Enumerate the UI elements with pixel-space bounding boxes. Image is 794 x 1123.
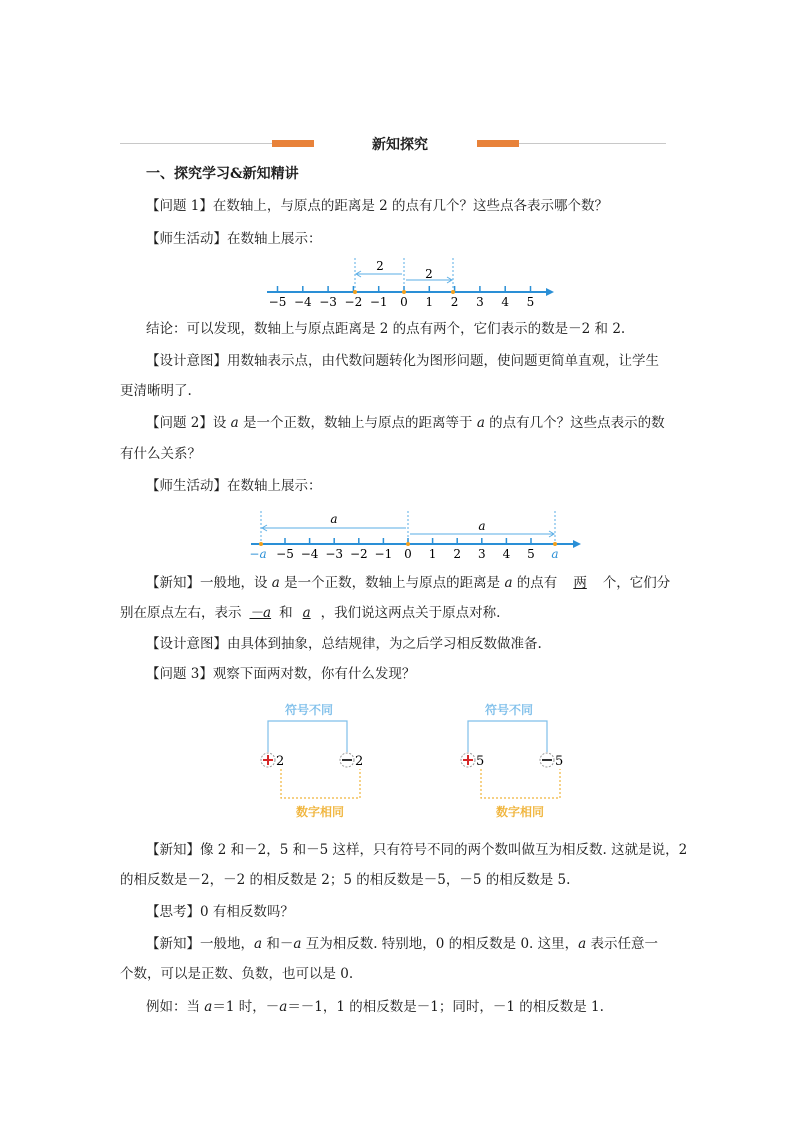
- distance-a-right-label: a: [478, 519, 486, 533]
- new-knowledge-2-cont: 的相反数是－2，－2 的相反数是 2；5 的相反数是－5，－5 的相反数是 5.: [120, 872, 571, 888]
- new-knowledge-1-cont: 别在原点左右，表示 －a 和 a ，我们说这两点关于原点对称.: [120, 605, 501, 621]
- axis-tick-label: −2: [349, 547, 368, 560]
- conclusion-1: 结论：可以发现，数轴上与原点距离是 2 的点有两个，它们表示的数是－2 和 2.: [146, 321, 626, 337]
- axis-tick-label: −2: [344, 295, 363, 309]
- new-knowledge-2: 【新知】像 2 和－2，5 和－5 这样，只有符号不同的两个数叫做互为相反数. 这就是说，2: [146, 842, 688, 858]
- new-knowledge-1: 【新知】一般地，设 a 是一个正数，数轴上与原点的距离是 a 的点有 两 个，它们分: [146, 575, 671, 591]
- point-0: [406, 542, 410, 546]
- axis-tick-label: −1: [374, 547, 393, 560]
- axis-tick-label: −3: [319, 295, 337, 309]
- axis-tick-label: 1: [425, 295, 434, 309]
- value-neg: 5: [555, 754, 564, 769]
- sign-different-label: 符号不同: [484, 703, 534, 717]
- axis-tick-label: −1: [369, 295, 388, 309]
- new-knowledge-3: 【新知】一般地，a 和－a 互为相反数. 特别地，0 的相反数是 0. 这里，a 表示任意一: [146, 936, 658, 952]
- blank-neg-a: －a: [249, 605, 272, 621]
- value-pos: 2: [276, 754, 285, 769]
- axis-tick-label: 0: [400, 295, 408, 309]
- axis-tick-label: 5: [526, 295, 535, 309]
- axis-tick-label: −5: [276, 547, 294, 560]
- axis-tick-label: 2: [453, 547, 462, 560]
- distance-right-label: 2: [425, 267, 433, 281]
- axis-tick-label: 1: [428, 547, 437, 560]
- blank-a: a: [302, 605, 311, 621]
- sign-diagram-left: [254, 700, 374, 825]
- header-rule-left: [120, 143, 272, 144]
- header-accent-right: [477, 140, 519, 147]
- digit-same-label: 数字相同: [495, 805, 545, 819]
- sign-diagram-right: [454, 700, 574, 825]
- point-neg-a: [259, 542, 263, 546]
- axis-arrow: [546, 288, 554, 296]
- example: 例如：当 a＝1 时，－a＝－1，1 的相反数是－1；同时，－1 的相反数是 1.: [146, 999, 604, 1015]
- axis-arrow: [573, 540, 581, 548]
- header-rule-right: [519, 143, 666, 144]
- blank-count: 两: [573, 575, 587, 591]
- axis-tick-label: 2: [450, 295, 459, 309]
- axis-tick-label: 4: [502, 547, 511, 560]
- design-intent-1: 【设计意图】用数轴表示点，由代数问题转化为图形问题，使问题更简单直观，让学生: [146, 353, 659, 369]
- point-2: [451, 290, 455, 294]
- sign-different-label: 符号不同: [284, 703, 334, 717]
- section-heading: 一、探究学习&新知精讲: [146, 166, 299, 182]
- point-neg-2: [353, 290, 357, 294]
- question-2-cont: 有什么关系？: [120, 446, 201, 462]
- question-3: 【问题 3】观察下面两对数，你有什么发现？: [146, 666, 416, 682]
- digit-same-label: 数字相同: [295, 805, 345, 819]
- axis-tick-label: −3: [325, 547, 344, 560]
- activity-1: 【师生活动】在数轴上展示：: [146, 231, 322, 247]
- number-line-1: [262, 255, 562, 315]
- page-title: 新知探究: [372, 137, 428, 153]
- design-intent-2: 【设计意图】由具体到抽象，总结规律，为之后学习相反数做准备.: [146, 636, 542, 652]
- axis-tick-label: 0: [404, 547, 412, 560]
- think-question: 【思考】0 有相反数吗？: [146, 904, 294, 920]
- activity-2: 【师生活动】在数轴上展示：: [146, 478, 322, 494]
- question-2: 【问题 2】设 a 是一个正数，数轴上与原点的距离等于 a 的点有几个？这些点表示的数: [146, 415, 665, 431]
- value-neg: 2: [355, 754, 364, 769]
- axis-tick-label: 3: [476, 295, 484, 309]
- new-knowledge-3-cont: 个数，可以是正数、负数，也可以是 0.: [120, 966, 354, 982]
- number-line-2: [246, 508, 586, 560]
- point-a: [553, 542, 557, 546]
- distance-a-left-label: a: [330, 512, 338, 526]
- distance-left-label: 2: [376, 259, 384, 273]
- axis-tick-label: −4: [293, 295, 312, 309]
- axis-tick-label: 5: [527, 547, 535, 560]
- question-1: 【问题 1】在数轴上，与原点的距离是 2 的点有几个？这些点各表示哪个数？: [146, 198, 609, 214]
- axis-tick-label: −4: [300, 547, 319, 560]
- point-0: [402, 290, 406, 294]
- axis-tick-label: −5: [268, 295, 287, 309]
- axis-tick-label: 4: [501, 295, 510, 309]
- label-neg-a: −a: [249, 547, 267, 560]
- design-intent-1-cont: 更清晰明了.: [120, 383, 192, 399]
- value-pos: 5: [476, 754, 485, 769]
- header-accent-left: [272, 140, 314, 147]
- label-a: a: [551, 547, 559, 560]
- axis-tick-label: 3: [477, 547, 486, 560]
